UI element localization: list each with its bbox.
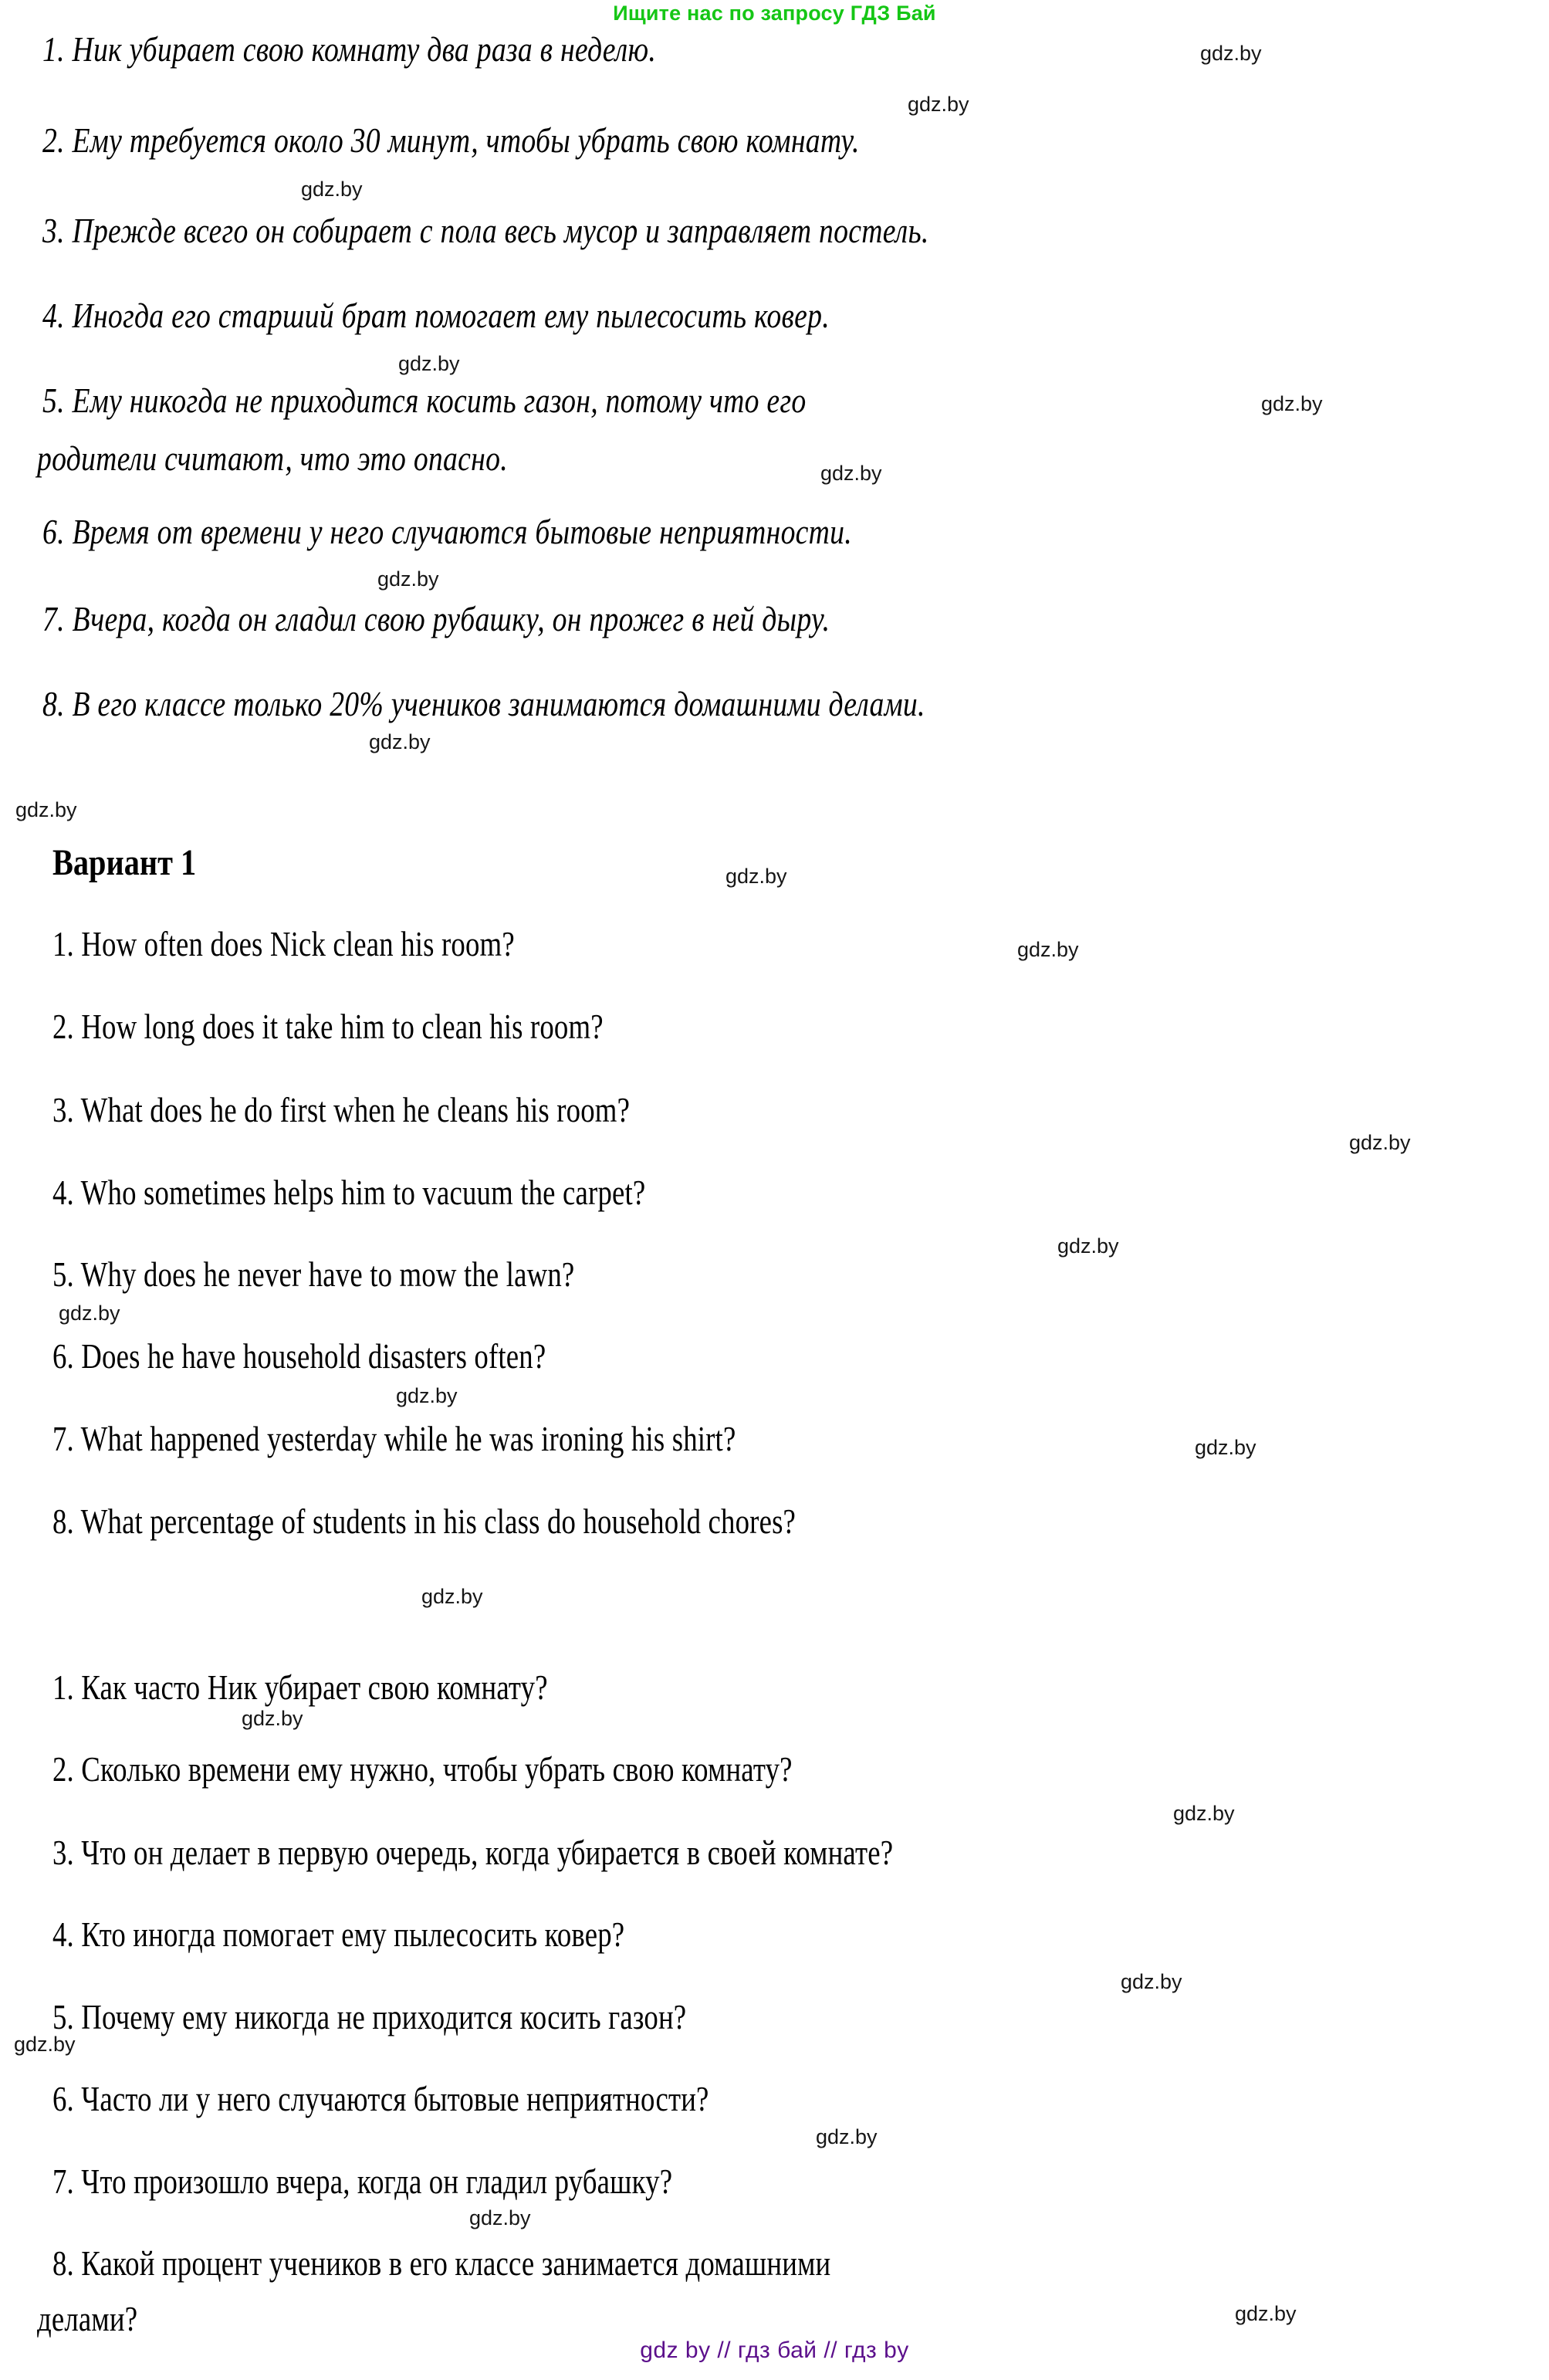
watermark-gdz-by: gdz.by [1235,2302,1297,2325]
russian-question-line: 5. Почему ему никогда не приходится косить газон? [52,1997,687,2036]
variant-heading: Вариант 1 [52,842,197,883]
russian-question-line: 8. Какой процент учеников в его классе занимается домашними [52,2243,831,2283]
watermark-gdz-by: gdz.by [816,2125,878,2148]
english-question-line: 1. How often does Nick clean his room? [52,924,515,963]
watermark-gdz-by: gdz.by [398,352,460,375]
russian-statement-line: 4. Иногда его старший брат помогает ему пылесосить ковер. [42,296,830,335]
watermark-gdz-by: gdz.by [377,567,439,591]
english-question-line: 6. Does he have household disasters often? [52,1336,546,1376]
watermark-gdz-by: gdz.by [15,798,77,821]
english-question-line: 2. How long does it take him to clean his room? [52,1007,604,1046]
watermark-gdz-by: gdz.by [396,1384,458,1407]
russian-statement-line: 1. Ник убирает свою комнату два раза в неделю. [42,29,657,69]
russian-question-line: 4. Кто иногда помогает ему пылесосить ковер? [52,1914,625,1954]
russian-question-line: делами? [37,2299,138,2338]
watermark-gdz-by: gdz.by [242,1707,303,1730]
watermark-gdz-by: gdz.by [1121,1970,1182,1993]
watermark-gdz-by: gdz.by [1349,1131,1411,1154]
footer-branding: gdz by // гдз бай // гдз by [640,2338,909,2363]
watermark-gdz-by: gdz.by [14,2033,76,2056]
russian-statement-line: 6. Время от времени у него случаются бытовые неприятности. [42,512,852,551]
watermark-gdz-by: gdz.by [820,462,882,485]
russian-statement-line: 8. В его классе только 20% учеников занимаются домашними делами. [42,684,925,723]
russian-question-line: 7. Что произошло вчера, когда он гладил рубашку? [52,2162,673,2201]
russian-statement-line: 3. Прежде всего он собирает с пола весь мусор и заправляет постель. [42,211,929,250]
english-question-line: 8. What percentage of students in his class do household chores? [52,1501,796,1541]
watermark-gdz-by: gdz.by [1057,1234,1119,1258]
watermark-gdz-by: gdz.by [59,1302,120,1325]
russian-question-line: 3. Что он делает в первую очередь, когда убирается в своей комнате? [52,1833,894,1872]
watermark-gdz-by: gdz.by [908,93,969,116]
russian-question-line: 6. Часто ли у него случаются бытовые неприятности? [52,2079,709,2118]
watermark-gdz-by: gdz.by [725,865,787,888]
russian-question-line: 2. Сколько времени ему нужно, чтобы убрать свою комнату? [52,1749,793,1789]
watermark-gdz-by: gdz.by [469,2206,531,2229]
english-question-line: 5. Why does he never have to mow the lawn? [52,1254,575,1294]
english-question-line: 3. What does he do first when he cleans his room? [52,1090,631,1129]
russian-question-line: 1. Как часто Ник убирает свою комнату? [52,1667,548,1707]
watermark-gdz-by: gdz.by [1195,1436,1256,1459]
watermark-gdz-by: gdz.by [369,730,431,753]
watermark-gdz-by: gdz.by [1200,42,1262,65]
watermark-gdz-by: gdz.by [1261,392,1323,415]
russian-statement-line: 2. Ему требуется около 30 минут, чтобы убрать свою комнату. [42,120,860,160]
english-question-line: 4. Who sometimes helps him to vacuum the carpet? [52,1173,646,1212]
russian-statement-line: 7. Вчера, когда он гладил свою рубашку, он прожег в ней дыру. [42,599,830,638]
watermark-gdz-by: gdz.by [301,178,363,201]
watermark-gdz-by: gdz.by [1017,938,1079,961]
russian-statement-line: 5. Ему никогда не приходится косить газон, потому что его [42,381,807,420]
watermark-gdz-by: gdz.by [421,1585,483,1608]
english-question-line: 7. What happened yesterday while he was ironing his shirt? [52,1419,736,1458]
russian-statement-line: родители считают, что это опасно. [37,438,508,478]
promo-header-text: Ищите нас по запросу ГДЗ Бай [613,2,936,25]
watermark-gdz-by: gdz.by [1173,1802,1235,1825]
